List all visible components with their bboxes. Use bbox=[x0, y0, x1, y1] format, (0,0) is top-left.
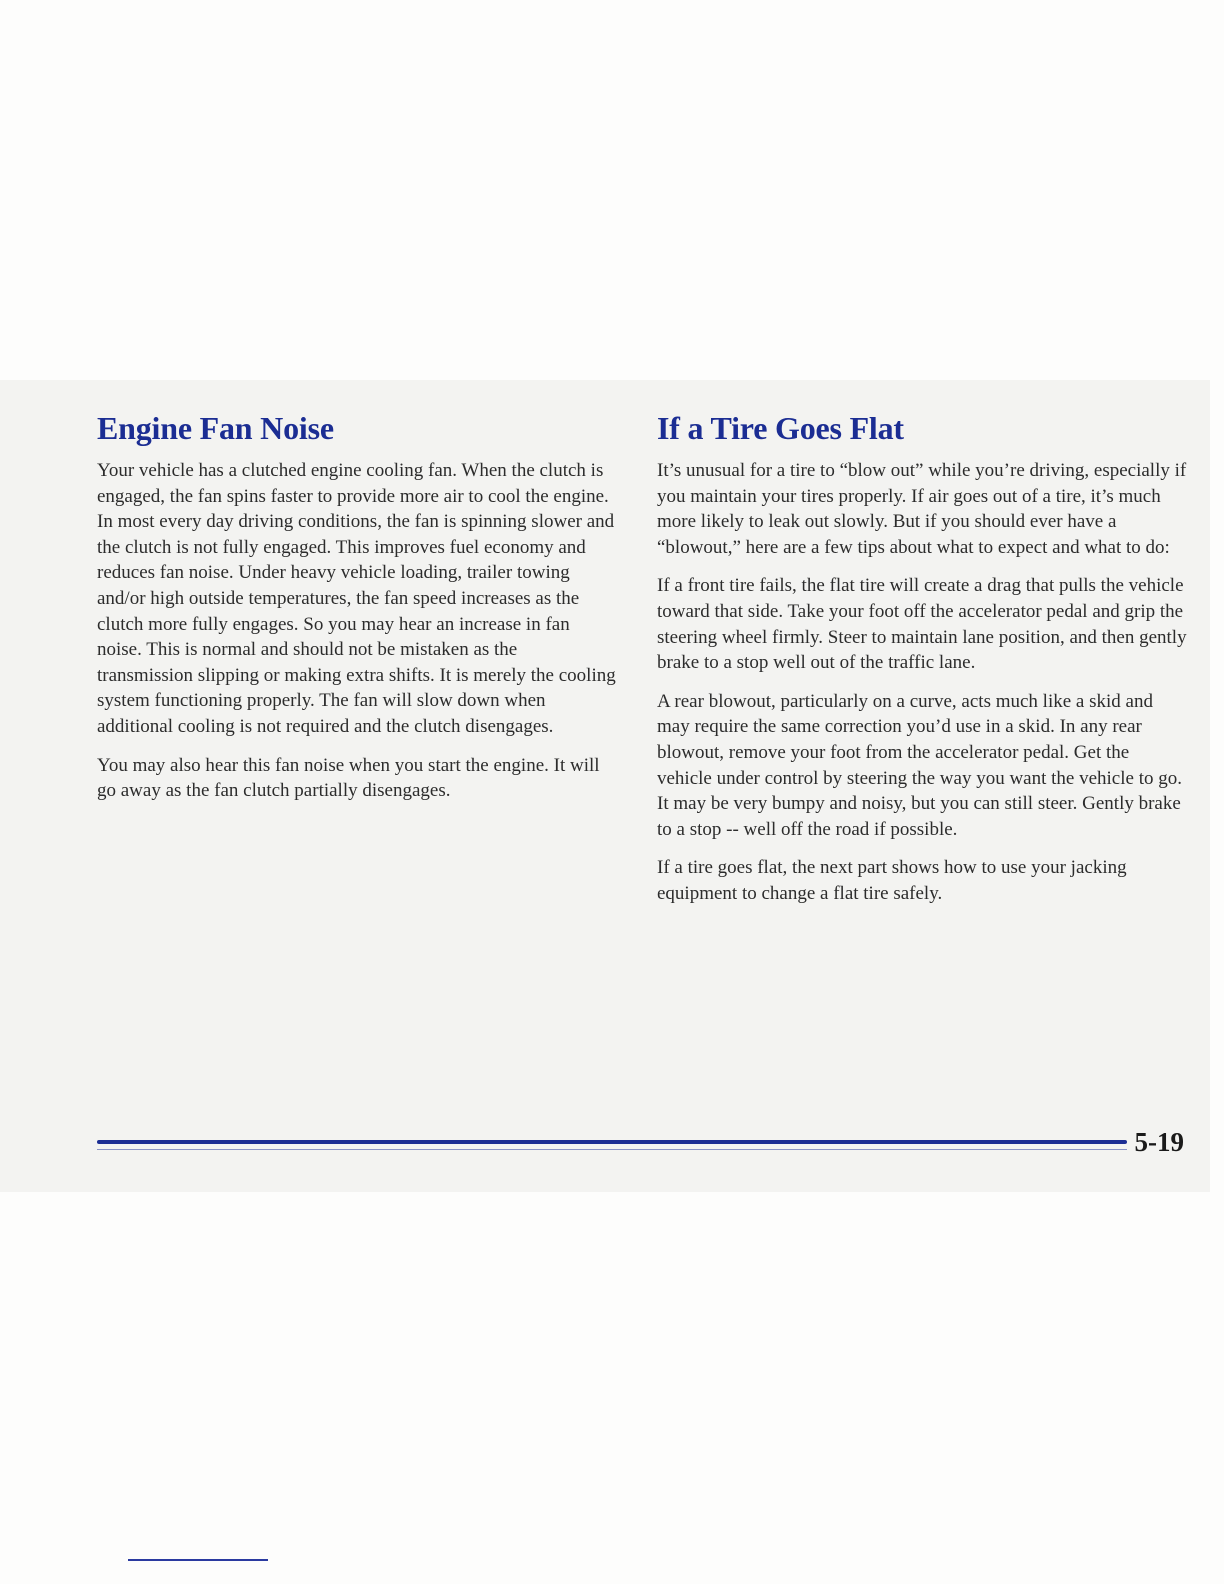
bottom-mark-line bbox=[128, 1559, 268, 1561]
paragraph: You may also hear this fan noise when you start the engine. It will go away as the fan clutch partially disengages. bbox=[97, 754, 600, 802]
tire-goes-flat-section bbox=[657, 408, 1187, 920]
paragraph: If a tire goes flat, the next part shows how to use your jacking equipment to change a flat tire safely. bbox=[657, 857, 1127, 904]
footer-rule bbox=[97, 1140, 1127, 1144]
paragraph: If a front tire fails, the flat tire will create a drag that pulls the vehicle toward that side. Take your foot off the accelerator pedal and grip the steering wheel firmly. Steer to maintain lane position, and then gently brake to a stop well out of the traffic lane. bbox=[657, 575, 1187, 674]
paragraph: It’s unusual for a tire to “blow out” while you’re driving, especially if you maintain your tires properly. If air goes out of a tire, it’s much more likely to leak out slowly. But if you should ever have a “blowout,” here are a few tips about what to expect and what to do: bbox=[657, 460, 1187, 558]
section-heading: Engine Fan Noise bbox=[97, 410, 334, 446]
footer-rule-thin bbox=[97, 1149, 1127, 1150]
section-heading: If a Tire Goes Flat bbox=[657, 410, 904, 446]
paragraph: Your vehicle has a clutched engine cooling fan. When the clutch is engaged, the fan spins faster to provide more air to cool the engine. In most every day driving conditions, the fan is spinning slower and the clutch is not fully engaged. This improves fuel economy and reduces fan noise. Under heavy vehicle loading, trailer towing and/or high outside temperatures, the fan speed increases as the clutch more fully engages. So you may hear an increase in fan noise. This is normal and should not be mistaken as the transmission slipping or making extra shifts. It is merely the cooling system functioning properly. The fan will slow down when additional cooling is not required and the clutch disengages. bbox=[97, 460, 616, 737]
paragraph: A rear blowout, particularly on a curve, acts much like a skid and may require the same correction you’d use in a skid. In any rear blowout, remove your foot from the accelerator pedal. Get the vehicle under control by steering the way you want the vehicle to go. It may be very bumpy and noisy, but you can still steer. Gently brake to a stop -- well off the road if possible. bbox=[657, 690, 1182, 840]
page-number: 5-19 bbox=[1134, 1127, 1184, 1157]
engine-fan-noise-section bbox=[97, 408, 617, 817]
